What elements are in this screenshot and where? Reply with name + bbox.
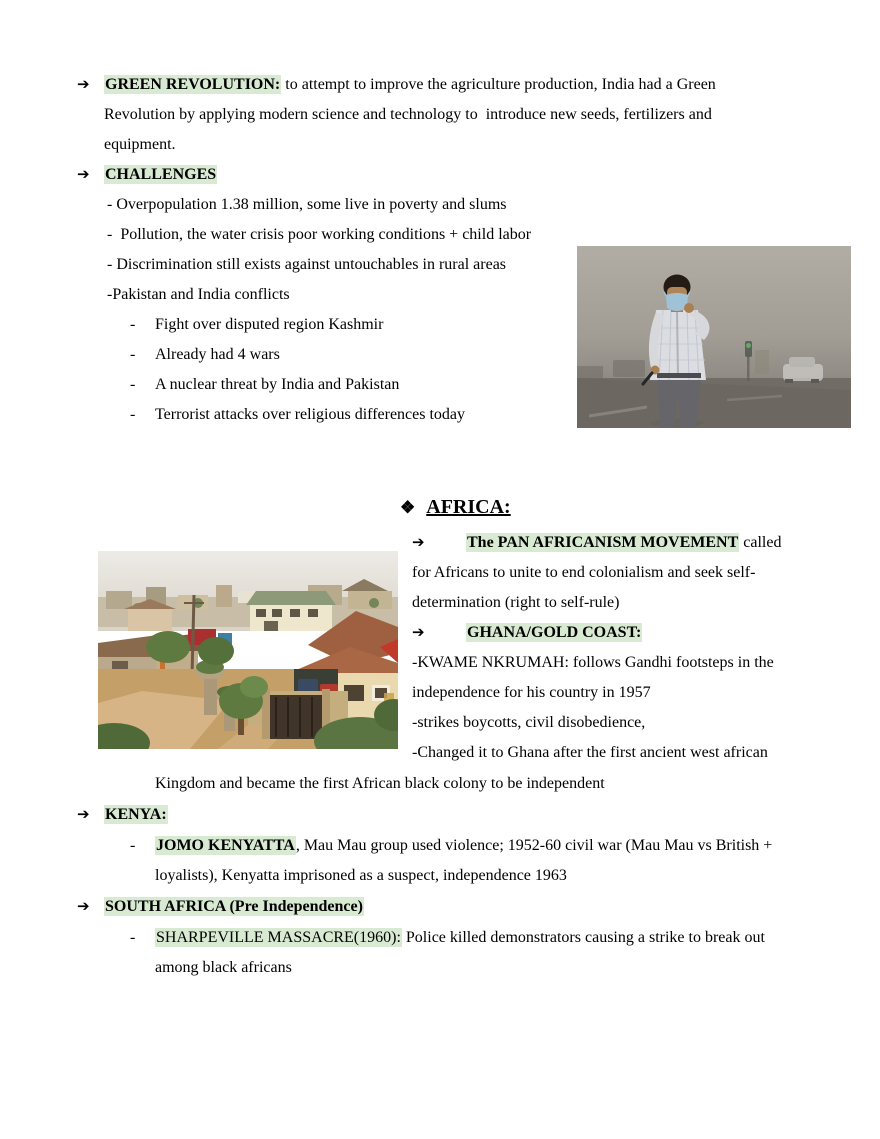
- text-line: determination (right to self-rule): [412, 594, 620, 611]
- text-line: -KWAME NKRUMAH: follows Gandhi footsteps in the: [412, 654, 774, 671]
- bullet-item-ghana: [412, 618, 814, 648]
- list-item: [130, 370, 575, 400]
- dash-bullet-icon: -: [130, 837, 136, 854]
- body-text: to attempt to improve the agriculture production, India had a Green: [281, 76, 716, 93]
- text-line: -strikes boycotts, civil disobedience,: [412, 714, 646, 731]
- text-line: Revolution by applying modern science and technology to introduce new seeds, fertilizers and: [104, 106, 712, 123]
- text-line: equipment.: [104, 136, 176, 153]
- text-line: Kingdom and became the first African black colony to be independent: [155, 775, 605, 792]
- ghana-town-photo: [98, 551, 398, 749]
- list-item: - Discrimination still exists against untouchables in rural areas: [107, 256, 507, 273]
- body-text: Already had 4 wars: [155, 346, 280, 363]
- south-africa-detail: [130, 923, 827, 983]
- diamond-bullet-icon: ❖: [400, 498, 416, 517]
- text-line: [104, 160, 217, 190]
- section-heading-africa: [400, 492, 511, 523]
- dash-bullet-icon: -: [130, 406, 136, 423]
- list-item: - Overpopulation 1.38 million, some live in poverty and slums: [107, 196, 507, 213]
- text-line: [104, 800, 168, 830]
- list-item: - Pollution, the water crisis poor working conditions + child labor: [107, 226, 532, 243]
- body-text: , Mau Mau group used violence; 1952-60 civil war (Mau Mau vs British +: [295, 837, 773, 854]
- arrow-bullet-icon: ➔: [77, 77, 90, 93]
- body-text: Police killed demonstrators causing a strike to break out: [401, 929, 765, 946]
- body-text: Fight over disputed region Kashmir: [155, 316, 384, 333]
- arrow-bullet-icon: ➔: [77, 899, 90, 915]
- bullet-item-green-revolution: [77, 70, 820, 160]
- list-item: [130, 340, 575, 370]
- text-line: [155, 831, 827, 861]
- text-line: among black africans: [155, 959, 292, 976]
- kenya-detail: [130, 831, 827, 891]
- text-line: for Africans to unite to end colonialism and seek self-: [412, 564, 756, 581]
- ghana-continuation: [155, 769, 835, 799]
- conflicts-sublist: [130, 310, 575, 430]
- list-item: [130, 400, 575, 430]
- road: [577, 378, 851, 428]
- body-text: Terrorist attacks over religious differences today: [155, 406, 466, 423]
- highlighted-term-ghana: GHANA/GOLD COAST:: [467, 624, 642, 641]
- highlighted-term-kenya: KENYA:: [105, 806, 167, 823]
- dash-bullet-icon: -: [130, 929, 136, 946]
- bullet-item-kenya: [77, 800, 168, 830]
- text-line: [104, 70, 820, 100]
- text-line: [104, 892, 364, 922]
- highlighted-term-challenges: CHALLENGES: [105, 166, 217, 183]
- highlighted-term-south-africa: SOUTH AFRICA (Pre Independence): [105, 898, 363, 915]
- arrow-bullet-icon: ➔: [412, 625, 425, 641]
- highlighted-term-pan-africanism: The PAN AFRICANISM MOVEMENT: [467, 534, 739, 551]
- africa-column: [412, 528, 814, 768]
- india-smog-photo: [577, 246, 851, 428]
- text-line: independence for his country in 1957: [412, 684, 651, 701]
- challenges-list: [107, 190, 587, 310]
- text-line: [155, 923, 827, 953]
- body-text: A nuclear threat by India and Pakistan: [155, 376, 400, 393]
- dash-bullet-icon: -: [130, 376, 136, 393]
- highlighted-term-jomo-kenyatta: JOMO KENYATTA: [156, 837, 295, 854]
- dash-bullet-icon: -: [130, 346, 136, 363]
- arrow-bullet-icon: ➔: [412, 535, 425, 551]
- bullet-item-south-africa: [77, 892, 364, 922]
- highlighted-term-sharpeville: SHARPEVILLE MASSACRE(1960):: [156, 929, 401, 946]
- arrow-bullet-icon: ➔: [77, 807, 90, 823]
- africa-heading-text: AFRICA:: [426, 496, 511, 518]
- bullet-item-challenges: [77, 160, 217, 190]
- body-text: called: [739, 534, 782, 551]
- green-roof-building: [246, 591, 336, 631]
- dash-bullet-icon: -: [130, 316, 136, 333]
- arrow-bullet-icon: ➔: [77, 167, 90, 183]
- text-line: -Changed it to Ghana after the first ancient west african: [412, 744, 768, 761]
- text-line: loyalists), Kenyatta imprisoned as a suspect, independence 1963: [155, 867, 567, 884]
- highlighted-term-green-revolution: GREEN REVOLUTION:: [105, 76, 281, 93]
- bullet-item-pan-africanism: [412, 528, 814, 558]
- list-item: [130, 310, 575, 340]
- list-item: -Pakistan and India conflicts: [107, 286, 290, 303]
